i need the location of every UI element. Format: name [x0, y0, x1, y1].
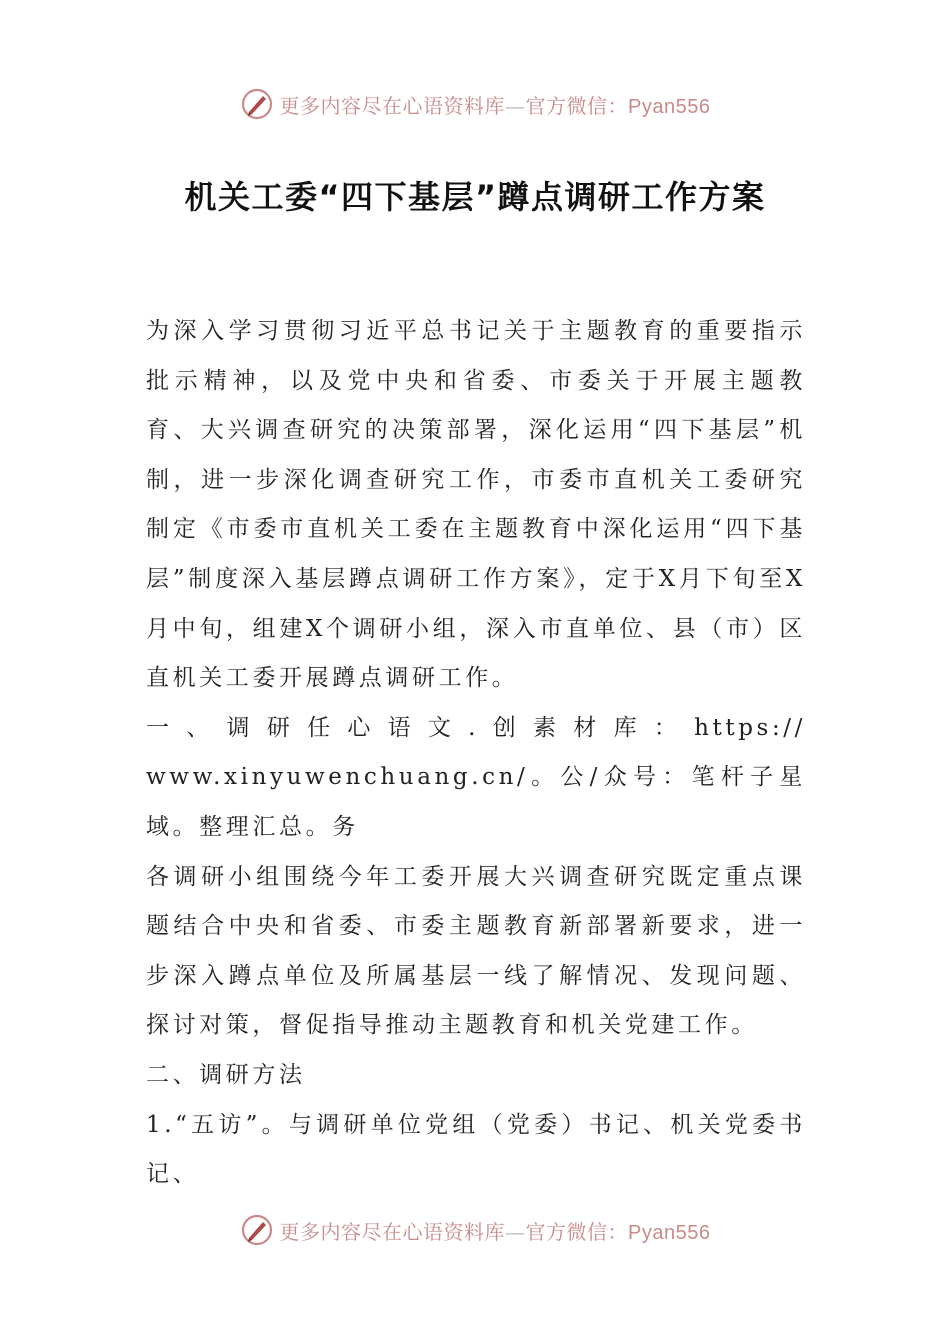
intro-paragraph: 为深入学习贯彻习近平总书记关于主题教育的重要指示批示精神，以及党中央和省委、市委关于开展主题教育、大兴调查研究的决策部署，深化运用“四下基层”机制，进一步深化调查研究工作，市委市直机关工委研究制定《市委市直机关工委在主题教育中深化运用“四下基层”制度深入基层蹲点调研工作方案》，定于X月下旬至X月中旬，组建X个调研小组，深入市直单位、县（市）区直机关工委开展蹲点调研工作。	[146, 318, 806, 692]
watermark-text: 更多内容尽在心语资料库—官方微信：Pyan556	[279, 93, 711, 118]
document-body	[146, 307, 806, 1200]
pen-logo-icon	[240, 87, 274, 121]
section-heading-1-line1: 一、调研任心语文.创素材库：https://	[146, 714, 806, 741]
section-heading-1-line2: www.xinyuwenchuang.cn/。公/众号：笔杆子星域。整理汇总。务	[146, 764, 806, 840]
section-heading-2: 二、调研方法	[146, 1061, 306, 1088]
footer-watermark	[0, 1210, 950, 1250]
pen-logo-icon	[240, 1213, 274, 1247]
document-title: 机关工委“四下基层”蹲点调研工作方案	[184, 178, 766, 216]
task-paragraph: 各调研小组围绕今年工委开展大兴调查研究既定重点课题结合中央和省委、市委主题教育新部署新要求，进一步深入蹲点单位及所属基层一线了解情况、发现问题、探讨对策，督促指导推动主题教育和机关党建工作。	[146, 863, 806, 1039]
watermark-text: 更多内容尽在心语资料库—官方微信：Pyan556	[279, 1219, 711, 1244]
method-paragraph: 1.“五访”。与调研单位党组（党委）书记、机关党委书记、	[146, 1111, 806, 1188]
header-watermark	[0, 84, 950, 124]
